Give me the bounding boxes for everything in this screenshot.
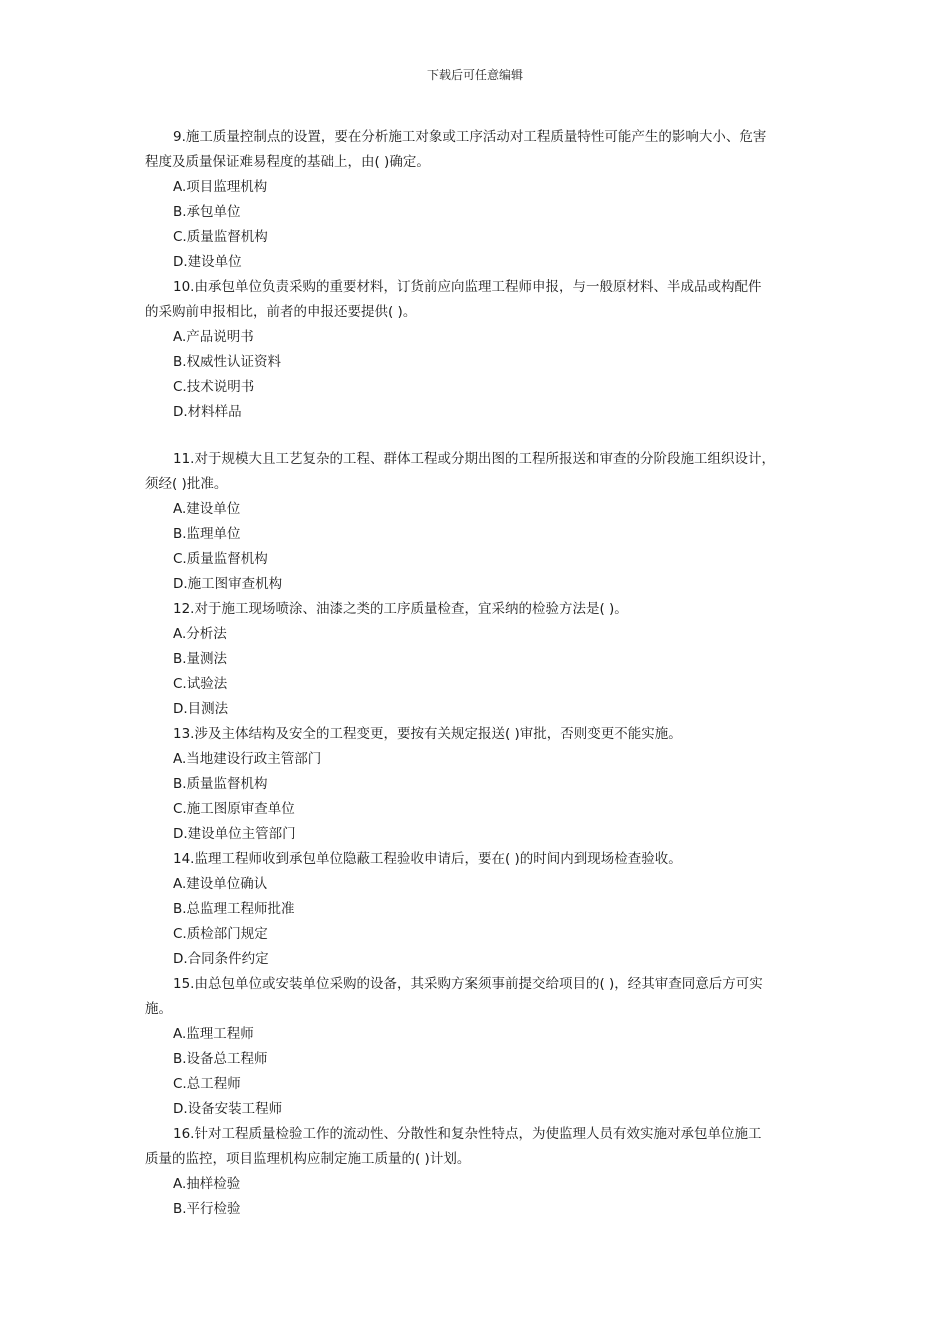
question-15 (145, 972, 805, 1122)
option-c: C.总工程师 (173, 1076, 241, 1092)
question-text: 须经( )批准。 (145, 476, 228, 492)
question-text: 15.由总包单位或安装单位采购的设备，其采购方案须事前提交给项目的( )，经其审查同意后方可实 (173, 976, 763, 992)
question-text: 16.针对工程质量检验工作的流动性、分散性和复杂性特点，为使监理人员有效实施对承包单位施工 (173, 1126, 762, 1142)
document-body (145, 125, 805, 1222)
option-d: D.材料样品 (173, 404, 242, 420)
option-c: C.施工图原审查单位 (173, 801, 295, 817)
option-d: D.目测法 (173, 701, 229, 717)
page-header: 下载后可任意编辑 (426, 68, 523, 82)
option-a: A.建设单位 (173, 501, 241, 517)
question-11 (145, 447, 805, 597)
question-text: 质量的监控，项目监理机构应制定施工质量的( )计划。 (145, 1151, 471, 1167)
question-text: 10.由承包单位负责采购的重要材料，订货前应向监理工程师申报，与一般原材料、半成品或构配件 (173, 279, 762, 295)
question-text: 11.对于规模大且工艺复杂的工程、群体工程或分期出图的工程所报送和审查的分阶段施工组织设计， (173, 451, 775, 467)
option-b: B.设备总工程师 (173, 1051, 268, 1067)
option-b: B.监理单位 (173, 526, 241, 542)
option-b: B.平行检验 (173, 1201, 241, 1217)
question-12 (145, 597, 805, 722)
option-b: B.总监理工程师批准 (173, 901, 295, 917)
question-9 (145, 125, 805, 275)
option-c: C.质量监督机构 (173, 229, 268, 245)
question-text: 的采购前申报相比，前者的申报还要提供( )。 (145, 304, 417, 320)
option-b: B.承包单位 (173, 204, 241, 220)
option-a: A.监理工程师 (173, 1026, 254, 1042)
option-d: D.设备安装工程师 (173, 1101, 283, 1117)
question-14 (145, 847, 805, 972)
option-a: A.抽样检验 (173, 1176, 241, 1192)
option-a: A.分析法 (173, 626, 227, 642)
option-c: C.质检部门规定 (173, 926, 268, 942)
question-10 (145, 275, 805, 425)
question-text: 施。 (145, 1001, 172, 1017)
option-d: D.建设单位 (173, 254, 242, 270)
option-a: A.产品说明书 (173, 329, 254, 345)
question-text: 13.涉及主体结构及安全的工程变更，要按有关规定报送( )审批，否则变更不能实施。 (173, 726, 682, 742)
question-text: 14.监理工程师收到承包单位隐蔽工程验收申请后，要在( )的时间内到现场检查验收。 (173, 851, 682, 867)
question-text: 程度及质量保证难易程度的基础上，由( )确定。 (145, 154, 430, 170)
paragraph-gap (145, 425, 805, 447)
option-a: A.建设单位确认 (173, 876, 268, 892)
option-d: D.合同条件约定 (173, 951, 269, 967)
option-a: A.当地建设行政主管部门 (173, 751, 322, 767)
question-16 (145, 1122, 805, 1222)
option-c: C.试验法 (173, 676, 228, 692)
option-b: B.量测法 (173, 651, 228, 667)
option-c: C.质量监督机构 (173, 551, 268, 567)
option-b: B.质量监督机构 (173, 776, 268, 792)
question-text: 9.施工质量控制点的设置，要在分析施工对象或工序活动对工程质量特性可能产生的影响大小、危害 (173, 129, 767, 145)
question-text: 12.对于施工现场喷涂、油漆之类的工序质量检查，宜采纳的检验方法是( )。 (173, 601, 628, 617)
option-c: C.技术说明书 (173, 379, 255, 395)
option-a: A.项目监理机构 (173, 179, 268, 195)
question-13 (145, 722, 805, 847)
option-d: D.施工图审查机构 (173, 576, 283, 592)
option-b: B.权威性认证资料 (173, 354, 282, 370)
option-d: D.建设单位主管部门 (173, 826, 296, 842)
